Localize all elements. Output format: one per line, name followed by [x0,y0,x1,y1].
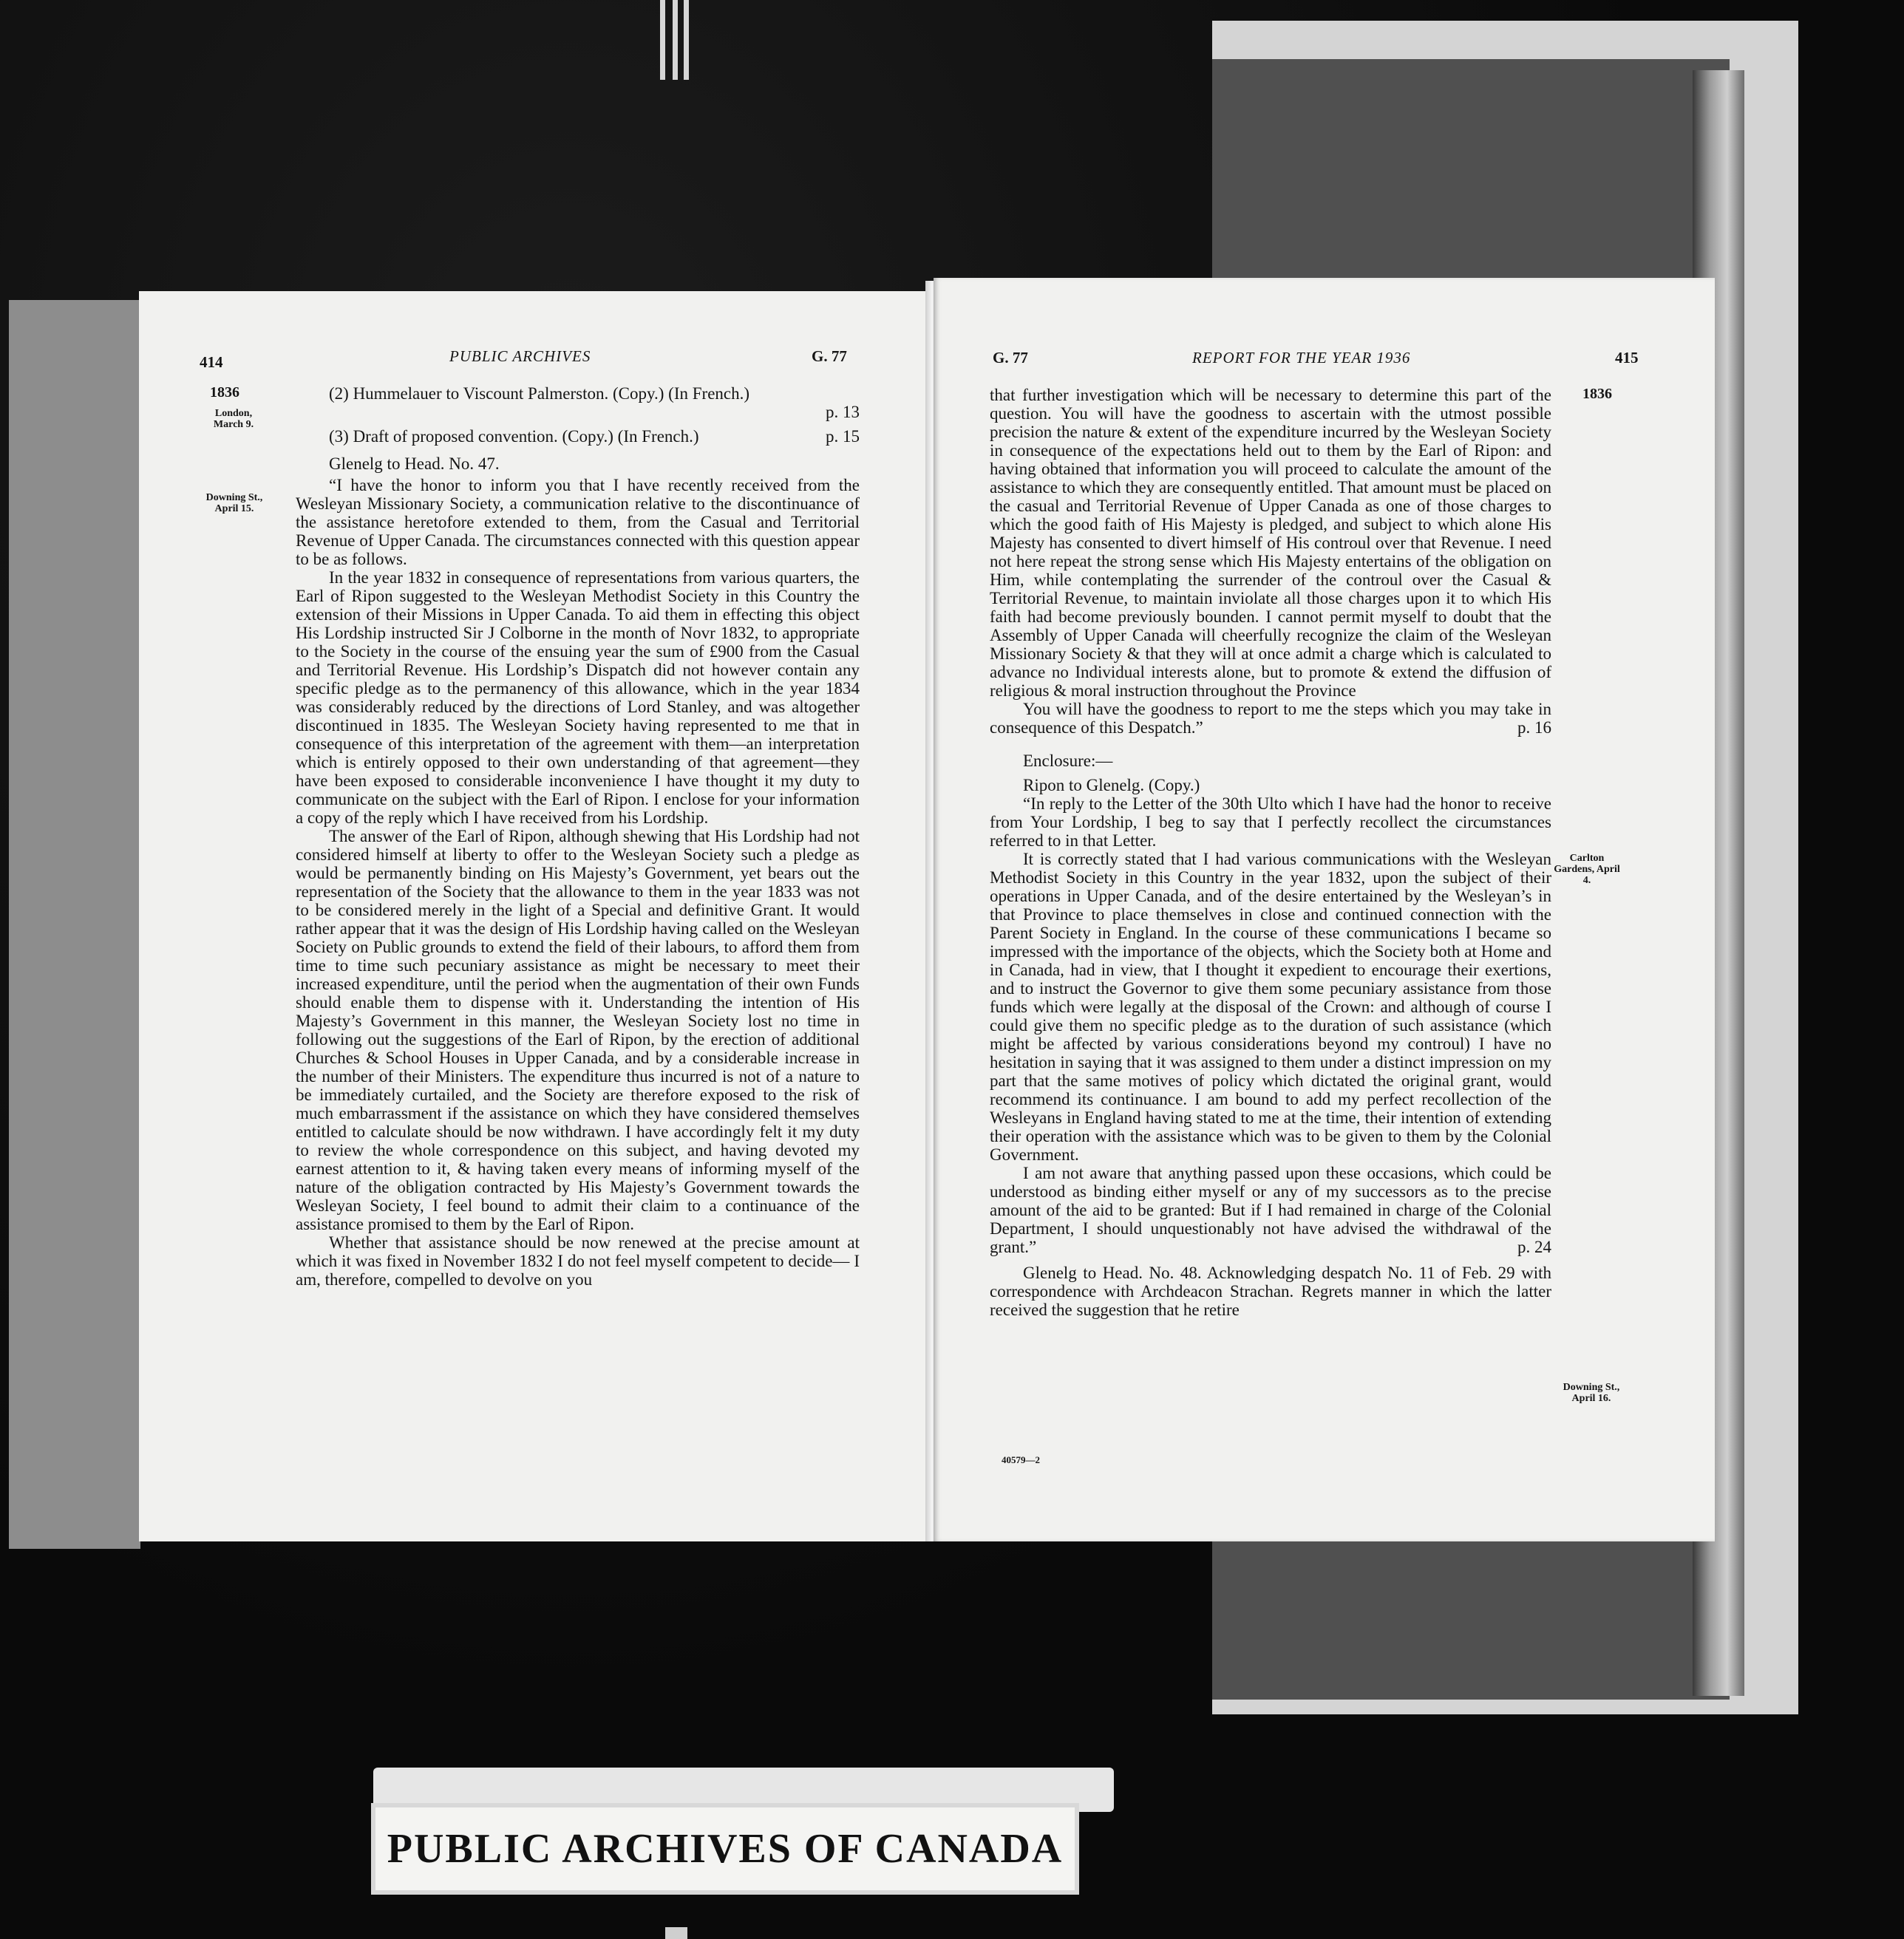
film-marker [673,0,678,80]
film-marker [684,0,689,80]
item-2: (2) Hummelauer to Viscount Palmerston. (Copy.) (In French.) [329,384,750,403]
item-2-ref: p. 13 [826,403,860,421]
paragraph: It is correctly stated that I had various communications with the Wesleyan Methodist Society in this Country in the year 1832, upon the subject of their operations in Upper Canada, and of the desire entertained by the Wesleyan’s in that Province to place themselves in close and continued connection with the Parent Society in England. In the course of these communications I became so impressed with the importance of the objects, which the Society both at Home and in Canada, had in view, that I thought it expedient to encourage their exertions, and to instruct the Governor to give them some pecuniary assistance from those funds which were legally at the disposal of the Crown: and although of course I could give them no specific pledge as to the duration of such assistance (which might be affected by various considerations beyond my controul) I have no hesitation in saying that it was assigned to them under a distinct impression on my part that the same motives of policy which dictated the original grant, would recommend its continuance. I am bound to add my perfect recollection of the Wesleyans in England having stated to me at the time, their intention of extending their operation with the assistance which was to be given to them by the Colonial Government. [990,850,1551,1164]
paragraph: “In reply to the Letter of the 30th Ulto which I have had the honor to receive from Your Lordship, I beg to say that I perfectly recollect the circumstances referred to in that Letter. [990,794,1551,850]
paragraph: In the year 1832 in consequence of representations from various quarters, the Earl of Ripon suggested to the Wesleyan Methodist Society in this Country the extension of their Missions in Upper Canada. To aid them in effecting this object His Lordship instructed Sir J Colborne in the month of Novr 1832, to appropriate to the Society in the course of the ensuing year the sum of £900 from the Casual and Territorial Revenue. His Lordship’s Dispatch did not however contain any specific pledge as to the permanency of this allowance, which in the year 1834 was considerably reduced by the directions of Lord Stanley, and was altogether discontinued in 1835. The Wesleyan Society having represented to me that in consequence of this interpretation of the agreement with them—an interpretation which is entirely opposed to their own understanding of that agreement—they have been exposed to considerable inconvenience I have thought it my duty to communicate on the subject with the Earl of Ripon. I enclose for your information a copy of the reply which I have received from his Lordship. [296,568,860,827]
page-reference: p. 16 [1517,718,1551,737]
enclosure-heading: Ripon to Glenelg. (Copy.) [1023,776,1200,794]
margin-note-date: Downing St., April 16. [1563,1382,1620,1404]
margin-year: 1836 [210,384,239,401]
series-code: G. 77 [993,349,1028,367]
running-title: REPORT FOR THE YEAR 1936 [1192,349,1411,367]
paragraph: The answer of the Earl of Ripon, although shewing that His Lordship had not considered himself at liberty to offer to the Wesleyan Society such a pledge as would be permanently binding on His Majesty’s Government, yet bears out the representation of the Society that the allowance to them in the year 1833 was not to be considered merely in the light of a Special and definitive Grant. It would rather appear that it was the design of His Lordship having called on the Wesleyan Society on Public grounds to extend the field of their labours, to afford them from time to time such pecuniary assistance as might be necessary to meet their increased expenditure, until the period when the augmentation of their own Funds should enable them to dispense with it. Understanding the intention of His Majesty’s Government in this manner, the Wesleyan Society lost no time in following out the suggestions of the Earl of Ripon, by the erection of additional Churches & School Houses in Upper Canada, and by a considerable increase in the number of their Ministers. The expenditure thus incurred is not of a nature to be immediately curtailed, and the Society are therefore exposed to the risk of much embarrassment if the assistance on which they have considered themselves entitled to calculate should be now withdrawn. I have accordingly felt it my duty to review the whole correspondence on this subject, and having devoted my earnest attention to it, & having taken every means of informing myself of the nature of the obligation contracted by His Majesty’s Government towards the Wesleyan Society, I feel bound to admit their claim to a continuance of the assistance promised to them by the Earl of Ripon. [296,827,860,1233]
letter-heading: Glenelg to Head. No. 47. [329,454,500,473]
paragraph: “I have the honor to inform you that I have recently received from the Wesleyan Missionary Society, a communication relative to the discontinuance of the assistance heretofore extended to them, from the Casual and Territorial Revenue of Upper Canada. The circumstances connected with this question appear to be as follows. [296,476,860,568]
margin-year: 1836 [1582,386,1612,402]
paragraph: Glenelg to Head. No. 48. Acknowledging despatch No. 11 of Feb. 29 with correspondence with Archdeacon Strachan. Regrets manner in which the latter received the suggestion that he retire [990,1264,1551,1319]
item-3-ref: p. 15 [826,427,860,446]
film-marker [665,1927,687,1939]
paragraph: I am not aware that anything passed upon these occasions, which could be understood as binding either myself or any of my successors as to the precise amount of the aid to be granted: But if I had remained in charge of the Colonial Department, I should unquestionably not have advised the withdrawal of the grant.” [990,1164,1551,1256]
right-page [934,278,1715,1541]
film-marker [660,0,665,80]
right-page-text [990,386,1551,1319]
archive-label-plate [371,1803,1079,1895]
series-code: G. 77 [812,347,847,365]
paragraph: that further investigation which will be necessary to determine this part of the question. You will have the goodness to ascertain with the utmost possible precision the nature & extent of the expenditure incurred by the Wesleyan Society in consequence of the expectations held out to them by the Earl of Ripon: and having obtained that information you will proceed to calculate the amount of the assistance to which they are consequently entitled. That amount must be placed on the casual and Territorial Revenue of Upper Canada as one of those charges to which the good faith of His Majesty is pledged, and subject to which alone His Majesty has consented to divert himself of His controul over that Revenue. I need not here repeat the strong sense which His Majesty entertains of the obligation on Him, while contemplating the surrender of the controul over the Casual & Territorial Revenue, to maintain inviolate all those charges upon it to which His faith had become previously bounden. I cannot permit myself to doubt that the Assembly of Upper Canada will cheerfully recognize the claim of the Wesleyan Missionary Society & that they will at once admit a charge which is calculated to advance no Individual interests alone, but to promote & extend the diffusion of religious & moral instruction throughout the Province [990,386,1551,700]
archive-label-text: PUBLIC ARCHIVES OF CANADA [387,1826,1064,1872]
margin-note-date: London, March 9. [213,408,254,430]
page-reference: p. 24 [1517,1238,1551,1256]
page-number: 415 [1615,349,1639,367]
book-binding [9,300,140,1549]
margin-note-date: Downing St., April 15. [205,492,263,514]
margin-note-date: Carlton Gardens, April 4. [1554,853,1620,886]
paragraph: Whether that assistance should be now renewed at the precise amount at which it was fixed in November 1832 I do not feel myself competent to decide— I am, therefore, compelled to devolve on you [296,1233,860,1289]
print-code: 40579—2 [1002,1454,1040,1465]
item-3: (3) Draft of proposed convention. (Copy.) (In French.) [329,427,699,446]
enclosure-label: Enclosure:— [1023,752,1113,770]
running-title: PUBLIC ARCHIVES [449,347,591,365]
left-page [139,291,934,1541]
left-page-text [296,384,860,1289]
paragraph: You will have the goodness to report to me the steps which you may take in consequence of this Despatch.” [990,700,1551,737]
page-number: 414 [200,353,223,371]
